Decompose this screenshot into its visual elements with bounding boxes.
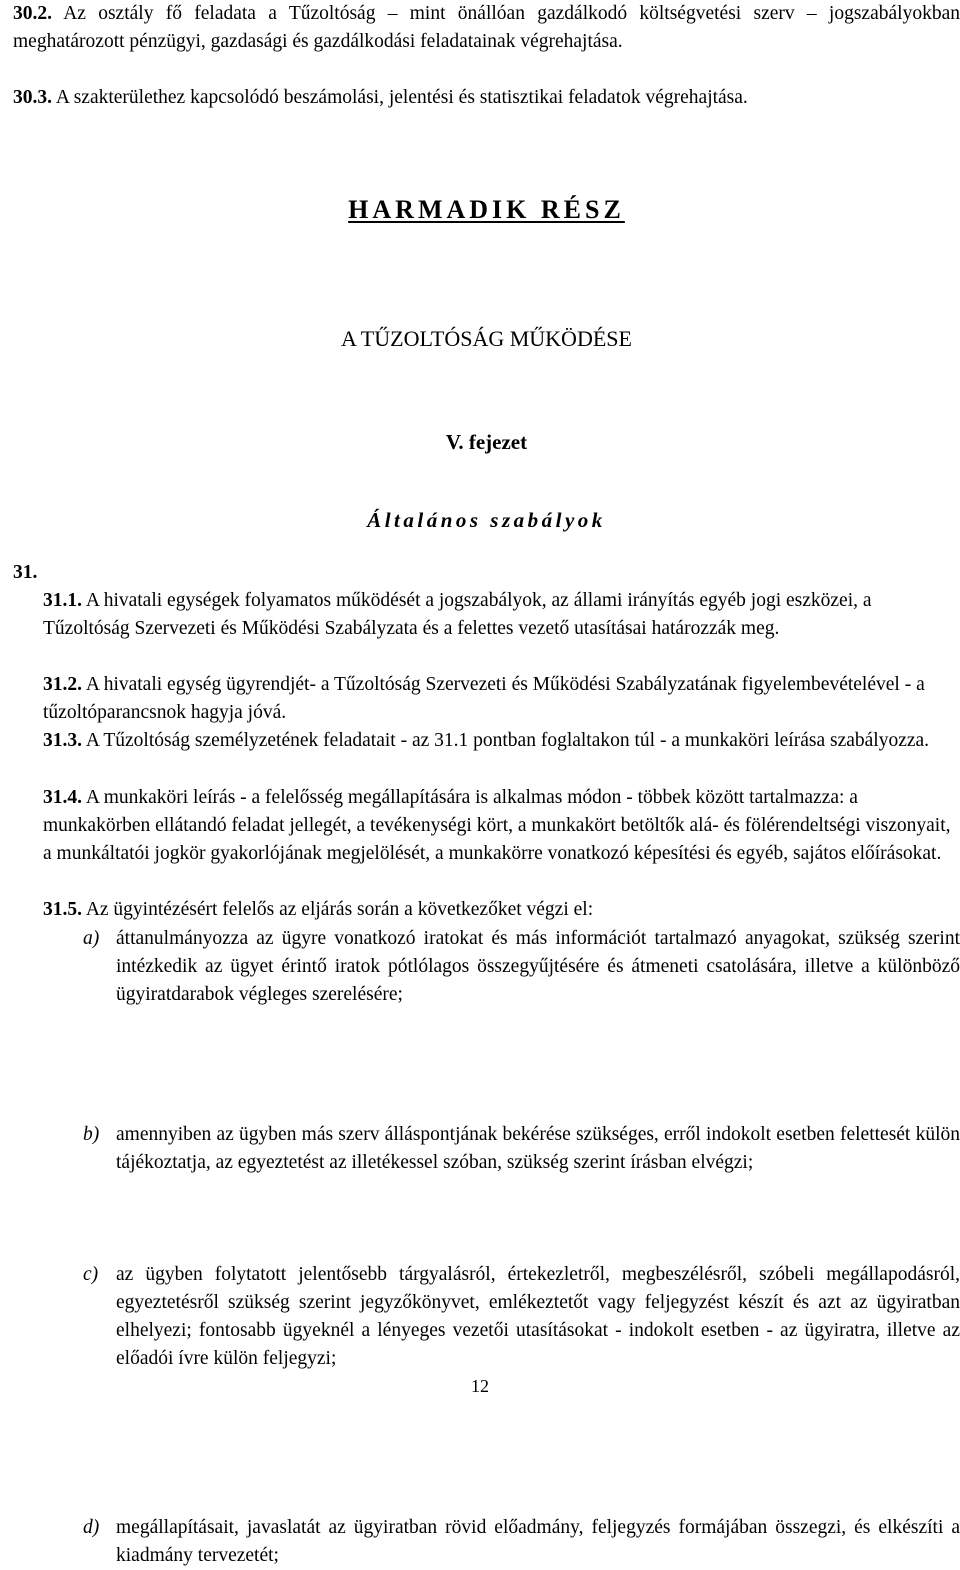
paragraph-number: 31.5. bbox=[43, 899, 82, 920]
list-item-c bbox=[13, 1261, 960, 1373]
paragraph-number: 31.1. bbox=[43, 590, 82, 611]
list-letter: b) bbox=[83, 1124, 100, 1145]
list-text: az ügyben folytatott jelentősebb tárgyalásról, értekezletről, megbeszélésről, szóbeli megállapodásról, egyeztetésről szükség szerint jegyzőkönyvet, emlékeztetőt vagy feljegyzést készít és azt az ügyiratban elhelyezi; fontosabb ügyeknél a lényeges vezetői utasításokat - indokolt esetben - az ügyiratra, illetve az előadói ívre külön feljegyzi; bbox=[116, 1264, 960, 1369]
paragraph-number: 30.2. bbox=[13, 3, 52, 24]
section-title: Általános szabályok bbox=[367, 508, 606, 532]
list-text: amennyiben az ügyben más szerv álláspontjának bekérése szükséges, erről indokolt esetben felettesét külön tájékoztatja, az egyeztetést az illetékessel szóban, szükség szerint írásban elvégzi; bbox=[116, 1124, 960, 1173]
paragraph-text: Az osztály fő feladata a Tűzoltóság – mint önállóan gazdálkodó költségvetési szerv – jogszabályokban meghatározott pénzügyi, gazdasági és gazdálkodási feladatainak végrehajtása. bbox=[13, 3, 960, 52]
document-page bbox=[13, 0, 960, 1566]
list-letter: d) bbox=[83, 1517, 100, 1538]
paragraph-text: A szakterülethez kapcsolódó beszámolási, jelentési és statisztikai feladatok végrehajtása. bbox=[55, 87, 748, 108]
paragraph-31-3 bbox=[43, 727, 960, 755]
paragraph-text: A Tűzoltóság személyzetének feladatait - az 31.1 pontban foglaltakon túl - a munkaköri leírása szabályozza. bbox=[85, 730, 930, 751]
paragraph-text: Az ügyintézésért felelős az eljárás során a következőket végzi el: bbox=[85, 899, 594, 920]
paragraph-text: A hivatali egység ügyrendjét- a Tűzoltóság Szervezeti és Működési Szabályzatának figyelembevételével - a tűzoltóparancsnok hagyja jóvá. bbox=[43, 674, 925, 723]
list-text: áttanulmányozza az ügyre vonatkozó iratokat és más információt tartalmazó anyagokat, szükség szerint intézkedik az ügyet érintő iratok pótlólagos összegyűjtésére és átmeneti csatolására, illetve a különböző ügyiratdarabok végleges szerelésére; bbox=[116, 928, 960, 1005]
paragraph-31-1 bbox=[43, 587, 960, 643]
chapter-title: V. fejezet bbox=[445, 430, 528, 454]
paragraph-text: A munkaköri leírás - a felelősség megállapítására is alkalmas módon - többek között tartalmazza: a munkakörben ellátandó feladat jellegét, a tevékenységi kört, a munkakört betöltők alá- és fölérendeltségi viszonyait, a munkáltatói jogkör gyakorlójának megjelölését, a munkakörre vonatkozó képesítési és egyéb, sajátos előírásokat. bbox=[43, 787, 951, 864]
list-letter: c) bbox=[83, 1264, 99, 1285]
list-letter: a) bbox=[83, 928, 100, 949]
paragraph-number: 31.2. bbox=[43, 674, 82, 695]
list-item-a bbox=[13, 925, 960, 1009]
list-item-d bbox=[13, 1514, 960, 1570]
main-paragraph-number: 31. bbox=[13, 562, 38, 583]
paragraph-number: 31.3. bbox=[43, 730, 82, 751]
paragraph-30-2 bbox=[13, 0, 960, 56]
paragraph-31-4 bbox=[43, 784, 960, 868]
paragraph-text: A hivatali egységek folyamatos működését a jogszabályok, az állami irányítás egyéb jogi eszközei, a Tűzoltóság Szervezeti és Működési Szabályzata és a felettes vezető utasításai határozzák meg. bbox=[43, 590, 872, 639]
part-subtitle: A TŰZOLTÓSÁG MŰKÖDÉSE bbox=[341, 326, 632, 351]
paragraph-31-5 bbox=[43, 896, 960, 924]
page-number: 12 bbox=[471, 1376, 489, 1396]
paragraph-30-3 bbox=[13, 84, 960, 112]
paragraph-number: 30.3. bbox=[13, 87, 52, 108]
part-title: HARMADIK RÉSZ bbox=[348, 195, 625, 224]
list-item-b bbox=[13, 1121, 960, 1177]
paragraph-31-2 bbox=[43, 671, 960, 727]
list-text: megállapításait, javaslatát az ügyiratban rövid előadmány, feljegyzés formájában összegzi, és elkészíti a kiadmány tervezetét; bbox=[116, 1517, 960, 1566]
paragraph-number: 31.4. bbox=[43, 787, 82, 808]
